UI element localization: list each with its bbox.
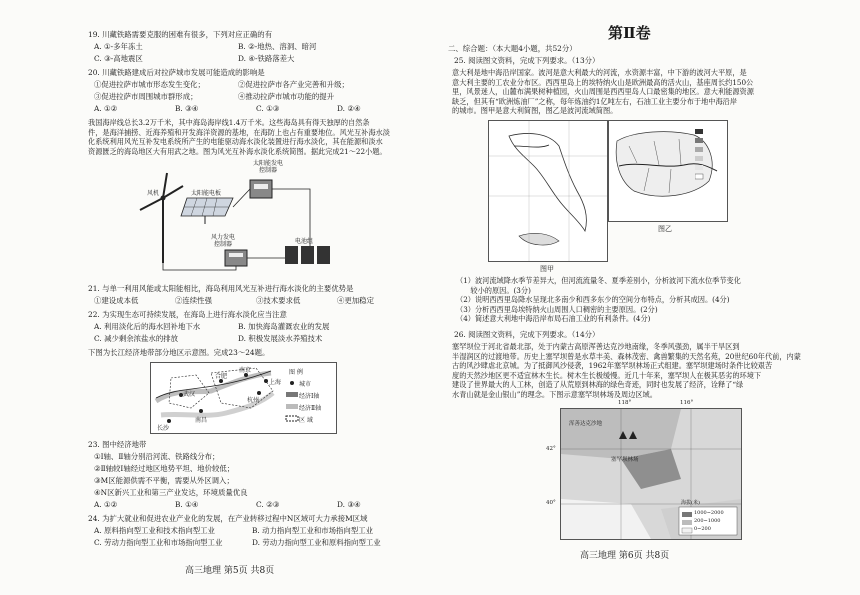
q21-option-4: ④更加稳定 — [337, 296, 374, 305]
q25-text-line: 意大利是地中海沿岸国家。波河是意大利最大的河流，水资源丰富，中下游的波河大平原，是 — [452, 68, 747, 77]
q23-stem: 23. 图中经济地带 — [88, 440, 147, 449]
q22-stem: 22. 为实现生态可持续发展，在海岛上进行海水淡化应当注意 — [88, 310, 287, 319]
q20-option-c: C. ①③ — [256, 104, 280, 113]
city-label: 杭州 — [247, 397, 260, 404]
q25-head: 25. 阅读图文资料，完成下列要求。（13分） — [454, 56, 600, 65]
longitude-right: 116° — [680, 400, 694, 406]
intro-21-line: 我国海岸线总长3.2万千米，其中海岛海岸线1.4万千米。这些海岛具有得天独厚的自然条 — [88, 118, 370, 127]
q25-questions — [456, 276, 846, 324]
latitude-40: 40° — [546, 500, 556, 506]
legend-elevation-title: 海拔(米) — [681, 500, 700, 506]
q24-option-b: B. 动力指向型工业和市场指向型工业 — [252, 526, 373, 535]
q23-option-c: C. ②③ — [256, 500, 280, 509]
page-footer: 高三地理 第6页 共8页 — [580, 551, 670, 561]
map-legend-title: 图 例 — [289, 369, 303, 376]
q24-option-c: C. 劳动力指向型工业和市场指向型工业 — [94, 538, 223, 547]
figure-jia-caption: 图甲 — [540, 265, 554, 273]
q25-question: 较小的原因。(3分) — [456, 285, 531, 295]
map-legend-symbols — [285, 379, 299, 425]
legend-axis-1: 经济Ⅰ轴 — [299, 393, 320, 400]
city-label: 上海 — [269, 379, 282, 386]
q20-item-3: ③促进拉萨市周围城市群形成； — [94, 92, 198, 101]
city-label: 武汉 — [183, 391, 196, 398]
q21-option-3: ③技术要求低 — [256, 296, 301, 305]
legend-elevation-2: 200~1000 — [694, 518, 721, 524]
q21-stem: 21. 与单一利用风能或太阳能相比，海岛利用风光互补进行海水淡化的主要优势是 — [88, 284, 354, 293]
page-footer: 高三地理 第5页 共8页 — [185, 566, 275, 576]
legend-elevation-3: 0~200 — [694, 526, 711, 532]
q22-option-b: B. 加快海岛灌溉农业的发展 — [238, 322, 330, 331]
solar-panel-icon — [181, 198, 233, 224]
label-saihanba: 塞罕坝林场 — [611, 457, 639, 463]
city-label: 长沙 — [157, 425, 170, 432]
q23-item-2: ②Ⅱ轴较Ⅰ轴经过地区地势平坦、地价较低； — [94, 464, 235, 473]
q21-option-1: ①建设成本低 — [94, 296, 139, 305]
legend-elevation-1: 1000~2000 — [694, 510, 724, 516]
q24-option-a: A. 原料指向型工业和技术指向型工业 — [94, 526, 215, 535]
legend-region: 区 域 — [299, 417, 313, 424]
q26-text-line: 古的风沙肆虐北京城。为了抵御风沙侵袭，1962年塞罕坝林场正式组建。塞罕坝建场时条件比较艰苦 — [452, 361, 773, 371]
intro-21-line: 件，是海洋捕捞、近海养殖和开发海洋资源的基地，在海防上也占有重要地位。风光互补海水淡 — [88, 127, 390, 137]
q20-option-d: D. ②④ — [337, 104, 361, 113]
latitude-42: 42° — [546, 446, 556, 452]
city-label: 南昌 — [195, 417, 208, 424]
q25-question: （1）波河流域降水季节差异大，但河流流量冬、夏季差别小，分析波河下流水位季节变化 — [456, 276, 741, 285]
q26-text-line: 塞罕坝位于河北省最北部，处于内蒙古高原浑善达克沙地南缘，冬季风强劲，属半干旱区到 — [452, 342, 740, 351]
desalination-system-figure — [125, 158, 350, 278]
intro-23-24: 下图为长江经济地带部分地区示意图。完成23～24题。 — [88, 348, 270, 357]
city-label: 合肥 — [215, 373, 228, 380]
italy-map — [488, 120, 608, 262]
q19-option-a: A. ①-多年冻土 — [94, 42, 143, 51]
q25-question: （4）简述意大利地中海沿岸布局石油工业的有利条件。(4分) — [456, 314, 651, 324]
po-basin-legend — [695, 129, 725, 189]
q26-text-line: 水青山就是金山银山”的理念。下图示意塞罕坝林场及周边区域。 — [452, 389, 657, 399]
intro-21-22 — [88, 118, 423, 156]
figure-yi-caption: 图乙 — [658, 225, 672, 233]
q20-item-1: ①促进拉萨市城市形态发生变化； — [94, 80, 205, 89]
saihanba-map — [560, 408, 742, 540]
q26-text-line: 建设了世界最大的人工林，创造了从荒原到林海的绿色奇迹，同时也发展了经济，诠释了“绿 — [452, 380, 744, 390]
q25-text — [452, 68, 842, 116]
q25-question: （3）分析西西里岛埃特纳火山周围人口稠密的主要原因。(2分) — [456, 304, 658, 314]
po-basin-map — [608, 120, 728, 222]
q25-text-line: 里，风景迷人，山麓布满果树种植园，火山周围是西西里岛人口最密集的地区。意大利能源资源 — [452, 87, 754, 97]
q20-item-4: ④推动拉萨市城市功能的提升 — [238, 92, 335, 101]
label-wind-controller: 风力发电 控制器 — [211, 234, 236, 248]
yangtze-belt-map — [150, 362, 337, 434]
label-battery: 电池组 — [295, 238, 314, 245]
q19-option-b: B. ②-地热、溶洞、暗河 — [238, 42, 317, 51]
label-hunshandake: 浑善达克沙地 — [569, 421, 603, 427]
q19-stem: 19. 川藏铁路需要克服的困难有很多，下列对应正确的有 — [88, 30, 273, 39]
intro-21-line: 化系统利用风光互补发电系统所产生的电能驱动海水淡化装置进行海水淡化，其在能源和淡水 — [88, 137, 383, 147]
q20-option-a: A. ①② — [94, 104, 118, 113]
q22-option-d: D. 积极发展淡水养殖技术 — [238, 334, 323, 343]
q22-option-a: A. 利用淡化后的海水回补地下水 — [94, 322, 201, 331]
city-label: 南京 — [239, 367, 252, 374]
q25-text-line: 的城市。图甲是意大利简图，图乙是波河流域简图。 — [452, 106, 618, 116]
q19-option-d: D. ④-铁路落差大 — [238, 54, 295, 63]
q23-option-b: B. ①④ — [175, 500, 199, 509]
legend-axis-2: 经济Ⅱ轴 — [299, 405, 322, 412]
q23-item-1: ①Ⅰ轴、Ⅱ轴分别沿河流、铁路线分布； — [94, 452, 220, 461]
system-diagram — [125, 158, 350, 278]
q26-text-line: 度的天然沙地区更不适宜林木生长。树木生长极缓慢。近几十年来，塞罕坝人在极其恶劣的环境下 — [452, 370, 762, 380]
q25-question: （2）说明西西里岛降水呈现北多南少和西多东少的空间分布特点，分析其成因。(4分) — [456, 295, 730, 305]
q20-option-b: B. ③④ — [175, 104, 199, 113]
q25-text-line: 意大利主要的工农业分布区。西西里岛上的埃特纳火山是欧洲最高的活火山，基座周长约150公 — [452, 77, 754, 87]
legend-city: 城市 — [299, 381, 312, 388]
q24-stem: 24. 为扩大就业和促进农业产业化的发展，在产业转移过程中N区域可大力承接M区域 — [88, 514, 368, 523]
battery-icon — [285, 246, 330, 264]
solar-controller-icon — [250, 180, 272, 198]
q24-option-d: D. 劳动力指向型工业和原料指向型工业 — [252, 538, 381, 547]
q23-option-a: A. ①② — [94, 500, 118, 509]
longitude-top: 118° — [618, 400, 632, 406]
section-head: 二、综合题：（本大题4小题，共52分） — [448, 44, 577, 53]
q19-option-c: C. ③-高地震区 — [94, 54, 143, 63]
label-wind: 风机 — [147, 190, 160, 197]
q25-text-line: 缺乏，但其有“欧洲炼油厂”之称，每年炼油约1亿吨左右，石油工业主要分布于地中海沿岸 — [452, 96, 738, 106]
section-title: 第Ⅱ卷 — [608, 24, 651, 42]
q23-item-4: ④N区新兴工业和第三产业发达，环境质量优良 — [94, 488, 248, 497]
label-solar-controller: 太阳能发电 控制器 — [253, 160, 284, 174]
q23-item-3: ③M区能源供需不平衡，需要从外区调入； — [94, 476, 234, 485]
q26-head: 26. 阅读图文资料，完成下列要求。（14分） — [454, 330, 600, 339]
q26-text — [452, 342, 847, 400]
wind-controller-icon — [225, 250, 247, 266]
intro-21-line: 资源匮乏的海岛地区大有用武之地。图为风光互补海水淡化系统简图。据此完成21～22小题。 — [88, 146, 387, 156]
q26-text-line: 半湿润区的过渡地带。历史上塞罕坝曾是水草丰美、森林茂密、禽兽繁集的天然名苑，20世纪60年代前，内蒙 — [452, 351, 801, 361]
q21-option-2: ②连续性强 — [175, 296, 212, 305]
wind-turbine-icon — [140, 173, 183, 263]
page-6 — [430, 0, 860, 595]
q23-option-d: D. ③④ — [337, 500, 361, 509]
italy-map-drawing — [489, 121, 607, 261]
q20-stem: 20. 川藏铁路建成后对拉萨城市发展可能造成的影响是 — [88, 68, 265, 77]
q20-item-2: ②促进拉萨市各产业完善和升级； — [238, 80, 349, 89]
q22-option-c: C. 减少剩余浓盐水的排放 — [94, 334, 178, 343]
label-solar: 太阳能电板 — [191, 190, 222, 197]
